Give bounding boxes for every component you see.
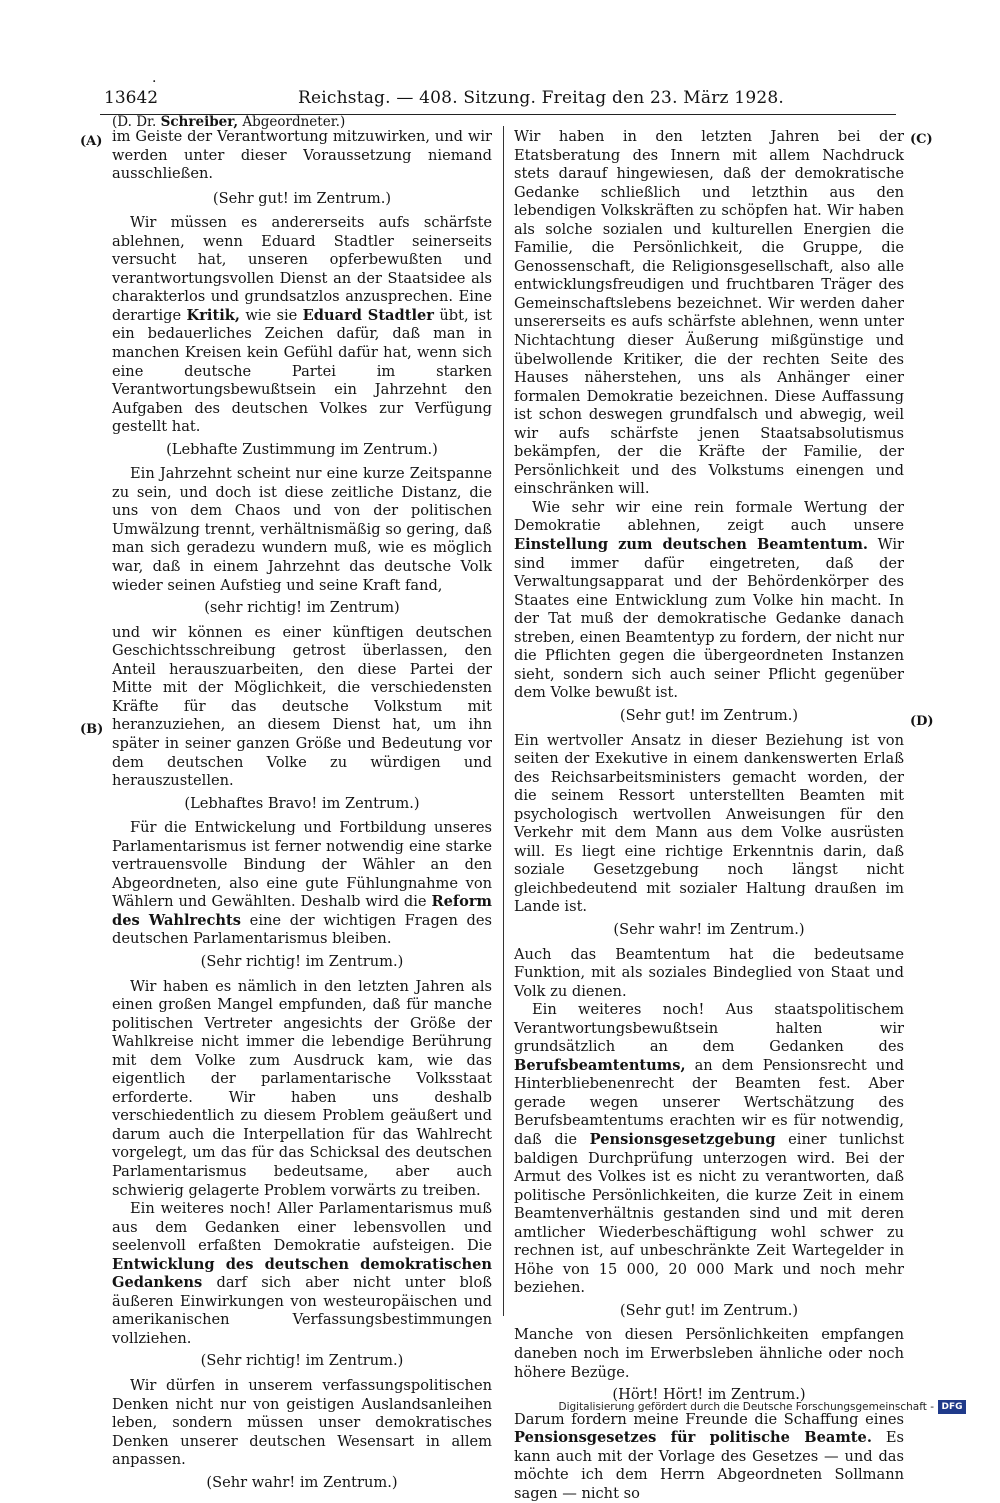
left-paragraph (112, 214, 492, 437)
right-paragraph: Manche von diesen Persönlichkeiten empfangen daneben noch im Erwerbsleben ähnliche oder noch höhere Bezüge. (514, 1326, 904, 1381)
stage-direction: (Sehr richtig! im Zentrum.) (200, 1352, 404, 1370)
text-run: wie sie (239, 306, 303, 324)
text-run: eine der wichtigen Fragen des deutschen Parlamentarismus bleiben. (112, 911, 492, 948)
emphasis: Pensionsgesetzes für politische Beamte. (514, 1429, 872, 1447)
left-paragraph (112, 1200, 492, 1348)
running-title: Reichstag. — 408. Sitzung. Freitag den 23. März 1928. (298, 88, 784, 108)
stage-direction: (Sehr gut! im Zentrum.) (619, 1301, 799, 1319)
stage-direction: (Sehr wahr! im Zentrum.) (613, 920, 805, 938)
emphasis: Eduard Stadtler (302, 306, 434, 324)
left-paragraph (112, 819, 492, 949)
text-run: Wie sehr wir eine rein formale Wertung der Demokratie ablehnen, zeigt auch unsere (514, 498, 904, 535)
left-paragraph: Wir haben es nämlich in den letzten Jahren als einen großen Mangel empfunden, daß für manche politischen Vertreter angesichts der Größe der Wahlkreise nicht immer die lebendige Berührung mit dem Volke zum Ausdruck kam, wie das eigentlich der parlamentarische Volksstaat erforderte. Wir haben uns deshalb verschiedentlich zu diesem Problem geäußert und darum auch die Interpellation für das Wahlrecht vorgelegt, um das für das Schicksal des deutschen Parlamentarismus bedeutsame, aber auch schwierig gelagerte Problem vorwärts zu treiben. (112, 977, 492, 1199)
text-run: Wir müssen es andererseits aufs schärfste ablehnen, wenn Eduard Stadtler seinerseits versucht hat, unseren opferbewußten und verantwortungsvollen Dienst an der Staatsidee als charakterlos und grundsatzlos anzusprechen. Eine derartige (112, 214, 492, 324)
stage-direction: (Sehr wahr! im Zentrum.) (206, 1473, 398, 1491)
margin-marker-c: (C) (910, 132, 933, 147)
left-paragraph: Wir dürfen in unserem verfassungspolitischen Denken nicht nur von geistigen Auslandsanleihen leben, sondern müssen unser demokratisches Denken unserer deutschen Wesensart in allem anpassen. (112, 1377, 492, 1469)
header-dot: · (152, 74, 157, 90)
left-paragraph: und wir können es einer künftigen deutschen Geschichtsschreibung getrost überlassen, den Anteil herauszuarbeiten, den diese Partei der Mitte mit der Möglichkeit, die verschiedensten Kräfte für das deutsche Volkstum mit heranzuziehen, an diesem Dienst hat, um ihn später in seiner ganzen Größe und Bedeutung vor dem deutschen Volke zu würdigen und herauszustellen. (112, 623, 492, 790)
text-run: einer tunlichst baldigen Durchprüfung unterzogen wird. Bei der Armut des Volkes ist es nicht zu verantworten, daß politische Persönlichkeiten, die kurze Zeit in einem Beamtenverhältnis gestanden sind und mit deren amtlicher Wiederbeschäftigung wohl schwer zu rechnen ist, auf unbeschränkte Zeit Wartegelder in Höhe von 15 000, 20 000 Mark und noch mehr beziehen. (514, 1130, 904, 1297)
footer-text: Digitalisierung gefördert durch die Deutsche Forschungsgemeinschaft - (558, 1401, 934, 1413)
column-divider (503, 126, 504, 1316)
emphasis: Kritik, (186, 306, 240, 324)
text-run: Wir sind immer dafür eingetreten, daß der Verwaltungsapparat und der Behördenkörper des Staates eine Entwicklung zum Volke hin macht. In der Tat muß der demokratische Gedanke danach streben, einen Beamtentyp zu fordern, der nicht nur die Pflichten gegen die übergeordneten Instanzen sieht, sondern sich auch seiner Pflicht gegenüber dem Volke bewußt ist. (514, 536, 904, 702)
emphasis: Berufsbeamtentums, (514, 1056, 686, 1074)
stage-direction: (Sehr gut! im Zentrum.) (619, 706, 799, 724)
right-paragraph: Wir haben in den letzten Jahren bei der Etatsberatung des Innern mit allem Nachdruck stets darauf hingewiesen, daß der demokratische Gedanke schließlich und letzthin aus den lebendigen Volkskräften zu schöpfen hat. Wir haben als solche sozialen und kulturellen Energien die Familie, die Persönlichkeit, die Gruppe, die Genossenschaft, die Religionsgesellschaft, also alle entwicklungsfreudigen und fruchtbaren Träger des Gemeinschaftslebens bezeichnet. Wir werden daher unsererseits es aufs schärfste ablehnen, wenn unter Nichtachtung dieser Äußerung mißgünstige und übelwollende Kritiker, die der rechten Seite des Hauses näherstehen, uns als Anhänger einer formalen Demokratie bezeichnen. Diese Auffassung ist schon deswegen grundfalsch und abwegig, weil wir aufs schärfste jenen Staatsabsolutismus bekämpfen, der die Kräfte der Familie, der Persönlichkeit und des Volkstums einengen und einschränken will. (514, 128, 904, 498)
right-paragraph (514, 1411, 904, 1503)
emphasis: Einstellung zum deutschen Beamtentum. (514, 536, 868, 554)
text-run: Ein weiteres noch! Aller Parlamentarismus muß aus dem Gedanken einer lebensvollen und seelenvoll erfaßten Demokratie aufsteigen. Die (112, 1200, 492, 1255)
margin-marker-a: (A) (80, 134, 103, 149)
text-run: übt, ist ein bedauerliches Zeichen dafür, daß man in manchen Kreisen kein Gefühl dafür hat, wenn sich eine deutsche Partei im starken Verantwortungsbewußtsein ein Jahrzehnt den Aufgaben des deutschen Volkes zur Verfügung gestellt hat. (112, 306, 493, 436)
text-run: an dem Pensionsrecht und Hinterbliebenenrecht der Beamten fest. Aber gerade wegen unserer Wertschätzung des Berufsbeamtentums erachten wir es für notwendig, daß die (514, 1056, 904, 1148)
text-run: darf sich aber nicht unter bloß äußeren Einwirkungen von westeuropäischen und amerikanischen Verfassungsbestimmungen vollziehen. (112, 1274, 492, 1347)
speaker-name: Schreiber, (160, 114, 239, 130)
speaker-prefix: (D. Dr. (112, 114, 161, 130)
right-paragraph (514, 1001, 904, 1298)
dfg-logo: DFG (938, 1400, 966, 1414)
stage-direction: (Hört! Hört! im Zentrum.) (612, 1386, 806, 1404)
text-run: Es kann auch mit der Vorlage des Gesetzes — und das möchte ich dem Herrn Abgeordneten Sollmann sagen — nicht so (514, 1429, 904, 1502)
text-run: Darum fordern meine Freunde die Schaffung eines (514, 1410, 904, 1428)
speaker-role: Abgeordneter.) (238, 114, 346, 130)
right-paragraph: Ein wertvoller Ansatz in dieser Beziehung ist von seiten der Exekutive in einem dankenswerten Erlaß des Reichsarbeitsministers gemacht worden, der die seinem Ressort unterstellten Beamten mit psychologisch wertvollen Anweisungen für den Verkehr mit dem Mann aus dem Volke ausrüsten will. Es liegt eine richtige Erkenntnis darin, daß soziale Gesetzgebung noch längst nicht gleichbedeutend mit sozialer Haltung draußen im Lande ist. (514, 731, 904, 916)
stage-direction: (Lebhaftes Bravo! im Zentrum.) (184, 794, 420, 812)
left-paragraph: Ein Jahrzehnt scheint nur eine kurze Zeitspanne zu sein, und doch ist diese zeitliche Distanz, die uns von dem Chaos und von der politischen Umwälzung trennt, verhältnismäßig so gering, daß man sich geradezu wundern muß, wie es möglich war, daß in einem Jahrzehnt das deutsche Volk wieder seinen Aufstieg und seine Kraft fand, (112, 465, 492, 594)
digitization-footer (558, 1400, 966, 1414)
stage-direction: (Sehr richtig! im Zentrum.) (200, 952, 404, 970)
page-header (100, 74, 896, 110)
left-column (112, 128, 492, 1498)
emphasis: Pensionsgesetzgebung (589, 1130, 776, 1148)
right-paragraph: Auch das Beamtentum hat die bedeutsame Funktion, mit als soziales Bindeglied von Staat und Volk zu dienen. (514, 945, 904, 1000)
text-run: im Geiste der Verantwortung mitzuwirken, und wir werden unter dieser Voraussetzung niemand ausschließen. (112, 128, 492, 183)
stage-direction: (sehr richtig! im Zentrum) (204, 599, 400, 617)
left-paragraph (112, 128, 492, 184)
emphasis: Entwicklung des deutschen demokratischen Gedankens (112, 1255, 492, 1292)
margin-marker-d: (D) (910, 714, 934, 729)
page-number: 13642 (104, 88, 159, 108)
text-run: Für die Entwickelung und Fortbildung unseres Parlamentarismus ist ferner notwendig eine starke vertrauensvolle Bindung der Wähler an den Abgeordneten, also eine gute Fühlungnahme von Wählern und Gewählten. Deshalb wird die (112, 819, 492, 911)
stage-direction: (Sehr gut! im Zentrum.) (212, 189, 392, 207)
emphasis: Reform des Wahlrechts (112, 893, 492, 929)
text-run: Ein weiteres noch! Aus staatspolitischem Verantwortungsbewußtsein halten wir grundsätzlich an dem Gedanken des (514, 1001, 904, 1056)
margin-marker-b: (B) (80, 722, 104, 737)
right-paragraph (514, 499, 904, 703)
stage-direction: (Lebhafte Zustimmung im Zentrum.) (166, 440, 438, 458)
right-column (514, 128, 904, 1503)
